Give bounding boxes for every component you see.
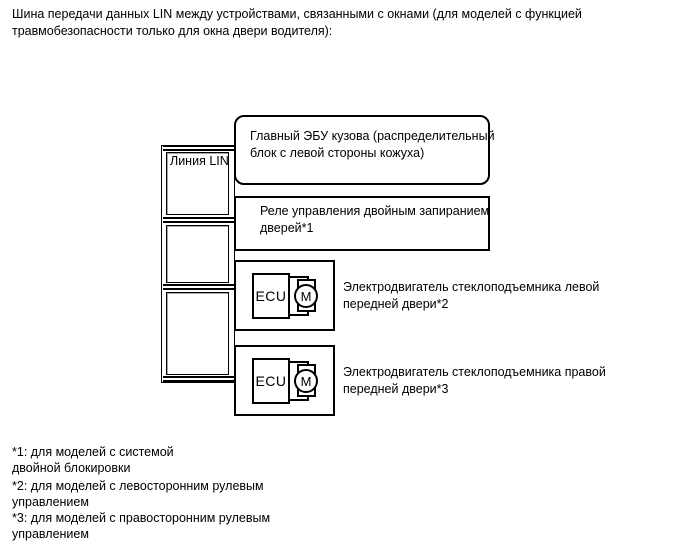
lin-bus-segment-3 <box>166 292 229 375</box>
motor-icon: M <box>294 284 318 308</box>
node-left-window-motor <box>234 260 335 331</box>
node-double-lock-relay <box>234 196 490 251</box>
intro-line-2: травмобезопасности только для окна двери водителя): <box>12 24 333 38</box>
left-window-motor-label-line-2: передней двери*2 <box>343 297 449 311</box>
intro-text <box>12 6 582 40</box>
node-right-window-motor <box>234 345 335 416</box>
right-window-motor-label <box>343 364 606 398</box>
right-window-motor-label-line-2: передней двери*3 <box>343 382 449 396</box>
lin-bus-connector-left-motor <box>163 284 236 290</box>
footnote-1-line-2: двойной блокировки <box>12 461 131 475</box>
double-lock-relay-line-1: Реле управления двойным запиранием <box>260 204 490 218</box>
footnote-2-line-2: управлением <box>12 495 89 509</box>
lin-bus-connector-main-ecu <box>163 145 236 151</box>
main-body-ecu-line-1: Главный ЭБУ кузова (распределительный <box>250 129 495 143</box>
footnote-3-line-2: управлением <box>12 527 89 541</box>
main-body-ecu-line-2: блок с левой стороны кожуха) <box>250 146 425 160</box>
right-window-motor-label-line-1: Электродвигатель стеклоподъемника правой <box>343 365 606 379</box>
footnote-3-line-1: *3: для моделей с правосторонним рулевым <box>12 511 271 525</box>
node-main-body-ecu <box>234 115 495 185</box>
footnote-2 <box>12 478 264 510</box>
ecu-box: ECU <box>252 273 290 319</box>
motor-icon: M <box>294 369 318 393</box>
ecu-box: ECU <box>252 358 290 404</box>
footnote-1 <box>12 444 174 476</box>
left-window-motor-label <box>343 279 599 313</box>
lin-bus-connector-right-motor <box>163 376 236 382</box>
double-lock-relay-line-2: дверей*1 <box>260 221 314 235</box>
footnote-3 <box>12 510 270 542</box>
main-body-ecu-text <box>250 128 495 162</box>
lin-line-label: Линия LIN <box>170 154 229 168</box>
lin-bus-connector-relay <box>163 217 236 223</box>
lin-bus-segment-2 <box>166 225 229 283</box>
footnote-1-line-1: *1: для моделей с системой <box>12 445 174 459</box>
intro-line-1: Шина передачи данных LIN между устройствами, связанными с окнами (для моделей с функцией <box>12 7 582 21</box>
left-window-motor-label-line-1: Электродвигатель стеклоподъемника левой <box>343 280 600 294</box>
footnote-2-line-1: *2: для моделей с левосторонним рулевым <box>12 479 264 493</box>
double-lock-relay-text <box>260 203 489 237</box>
